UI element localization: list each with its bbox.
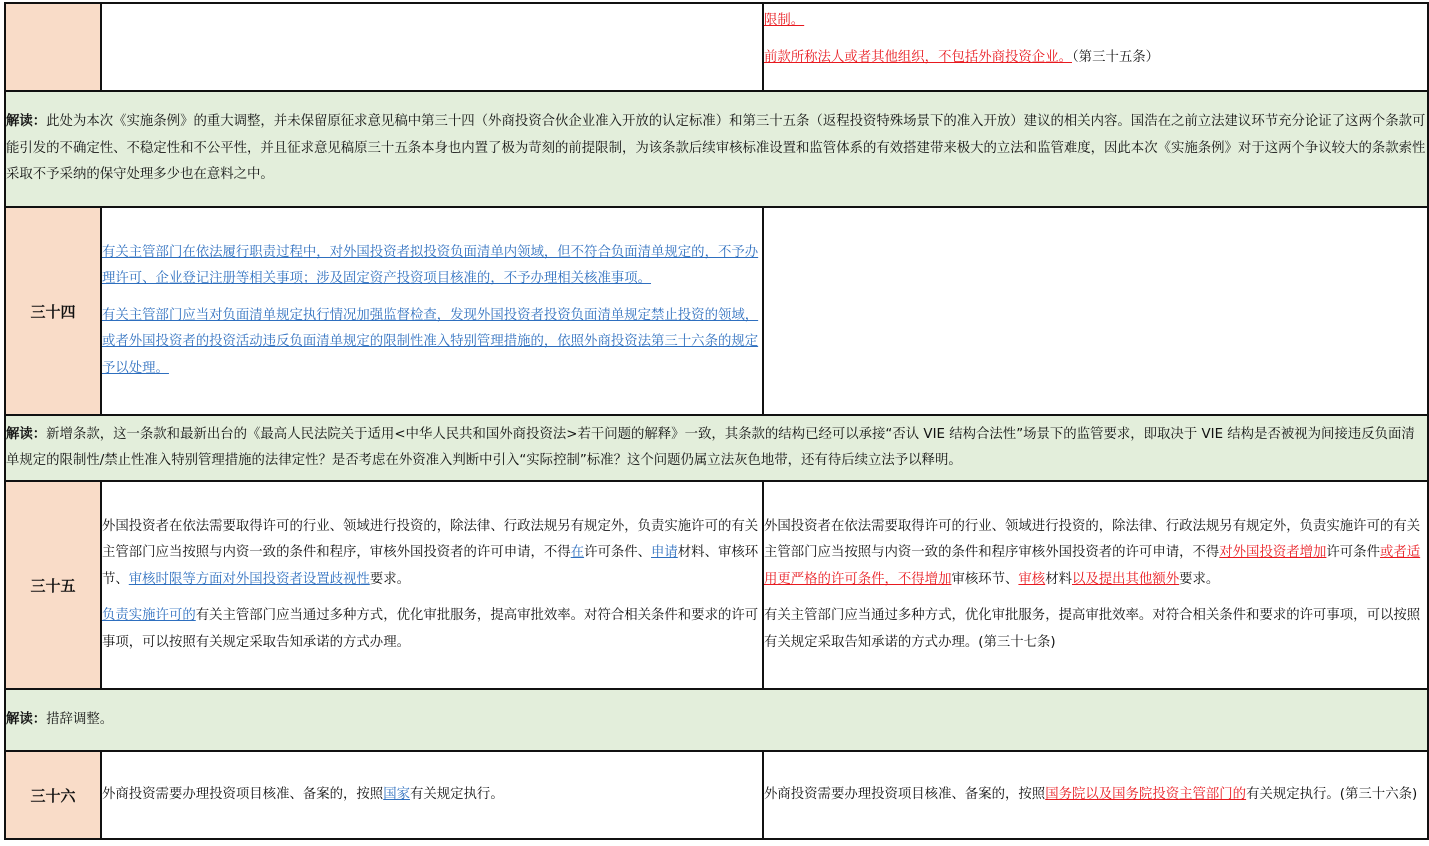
final-text-cell — [763, 481, 1428, 689]
article-number-cell-empty — [5, 3, 101, 91]
article-number: 三十四 — [5, 207, 101, 415]
draft-text: 有关规定执行。 — [409, 786, 504, 802]
article-number: 三十五 — [5, 481, 101, 689]
blue-changed-text: 有关主管部门在依法履行职责过程中，对外国投资者拟投资负面清单内领域，但不符合负面清单规定的，不予办理许可、企业登记注册等相关事项；涉及固定资产投资项目核准的，不予办理相关核准事项。 — [102, 244, 759, 287]
comparison-table — [4, 2, 1429, 840]
commentary-cell — [5, 91, 1428, 207]
final-text-cell — [763, 751, 1428, 839]
draft-text: 外国投资者在依法需要取得许可的行业、领域进行投资的，除法律、行政法规另有规定外，负责实施许可的有关主管部门应当按照与内资一致的条件和程序，审核外国投资者的许可申请，不得 — [102, 518, 759, 561]
draft-text: 许可条件、 — [584, 545, 652, 561]
commentary-row — [5, 415, 1428, 481]
red-added-text: 以及提出其他额外 — [1071, 571, 1180, 587]
table-row-article-35 — [5, 481, 1428, 689]
commentary-text: 措辞调整。 — [46, 711, 114, 727]
commentary-row — [5, 91, 1428, 207]
blue-changed-text: 负责实施许可的 — [102, 608, 196, 624]
blue-changed-text: 有关主管部门应当对负面清单规定执行情况加强监督检查，发现外国投资者投资负面清单规定禁止投资的领域，或者外国投资者的投资活动违反负面清单规定的限制性准入特别管理措施的，依照外商投资法第三十六条的规定予以处理。 — [102, 307, 759, 376]
red-added-text: 对外国投资者增加 — [1219, 545, 1327, 561]
table-row-article-36 — [5, 751, 1428, 839]
final-text: 有关规定执行。(第三十六条) — [1246, 786, 1418, 802]
draft-text-cell — [101, 481, 763, 689]
table-row-continuation — [5, 3, 1428, 91]
commentary-label: 解读： — [6, 114, 47, 130]
draft-text: 材料、审核环节、 — [102, 545, 759, 587]
draft-text: 外商投资需要办理投资项目核准、备案的，按照 — [102, 786, 384, 802]
blue-changed-text: 在 — [570, 545, 585, 561]
final-text: 要求。 — [1179, 571, 1220, 587]
commentary-label: 解读： — [6, 426, 47, 442]
final-text: 外国投资者在依法需要取得许可的行业、领域进行投资的，除法律、行政法规另有规定外，负责实施许可的有关主管部门应当按照与内资一致的条件和程序审核外国投资者的许可申请，不得 — [764, 518, 1421, 561]
commentary-label: 解读： — [6, 711, 47, 727]
red-added-text: 国务院以及国务院投资主管部门的 — [1045, 786, 1247, 802]
red-added-text: 或者适用更严格的许可条件，不得增加 — [764, 545, 1421, 587]
draft-text: 有关主管部门应当通过多种方式，优化审批服务，提高审批效率。对符合相关条件和要求的许可事项，可以按照有关规定采取告知承诺的方式办理。 — [102, 608, 759, 650]
commentary-cell — [5, 689, 1428, 751]
commentary-text: 新增条款，这一条款和最新出台的《最高人民法院关于适用<中华人民共和国外商投资法>若干问题的解释》一致，其条款的结构已经可以承接“否认 VIE 结构合法性”场景下的监管要求，即取决于 VIE 结构是否被视为间接违反负面清单规定的限制性/禁止性准入特别管理措施的法律定性？是否考虑在外资准入判断中引入“实际控制”标准？这个问题仍属立法灰色地带，还有待后续立法予以释明。 — [6, 426, 1415, 468]
commentary-text: 此处为本次《实施条例》的重大调整，并未保留原征求意见稿中第三十四（外商投资合伙企业准入开放的认定标准）和第三十五条（返程投资特殊场景下的准入开放）建议的相关内容。国浩在之前立法建议环节充分论证了这两个条款可能引发的不确定性、不稳定性和不公平性，并且征求意见稿原三十五条本身也内置了极为苛刻的前提限制，为该条款后续审核标准设置和监管体系的有效搭建带来极大的立法和监管难度，因此本次《实施条例》对于这两个争议较大的条款索性采取不予采纳的保守处理多少也在意料之中。 — [6, 114, 1426, 183]
draft-text-cell-empty — [101, 3, 763, 91]
article-number: 三十六 — [5, 751, 101, 839]
blue-changed-text: 审核时限等方面对外国投资者设置歧视性 — [128, 571, 370, 587]
final-text-cell-continuation — [763, 3, 1428, 91]
red-added-text: 限制。 — [764, 13, 805, 28]
final-text: 审核环节、 — [951, 571, 1019, 587]
final-text: 有关主管部门应当通过多种方式，优化审批服务，提高审批效率。对符合相关条件和要求的许可事项，可以按照有关规定采取告知承诺的方式办理。(第三十七条) — [764, 608, 1421, 650]
final-text: 材料 — [1045, 571, 1072, 587]
blue-changed-text: 申请 — [651, 545, 678, 561]
commentary-row — [5, 689, 1428, 751]
commentary-cell — [5, 415, 1428, 481]
article-reference: （第三十五条） — [1071, 49, 1160, 65]
red-added-text: 审核 — [1018, 571, 1046, 587]
blue-changed-text: 国家 — [383, 786, 410, 802]
final-text: 外商投资需要办理投资项目核准、备案的，按照 — [764, 786, 1046, 802]
final-text-cell-empty — [763, 207, 1428, 415]
draft-text: 要求。 — [369, 571, 410, 587]
final-text: 许可条件 — [1326, 545, 1380, 561]
draft-text-cell — [101, 207, 763, 415]
table-row-article-34 — [5, 207, 1428, 415]
draft-text-cell — [101, 751, 763, 839]
red-added-text: 前款所称法人或者其他组织，不包括外商投资企业。 — [764, 49, 1072, 65]
